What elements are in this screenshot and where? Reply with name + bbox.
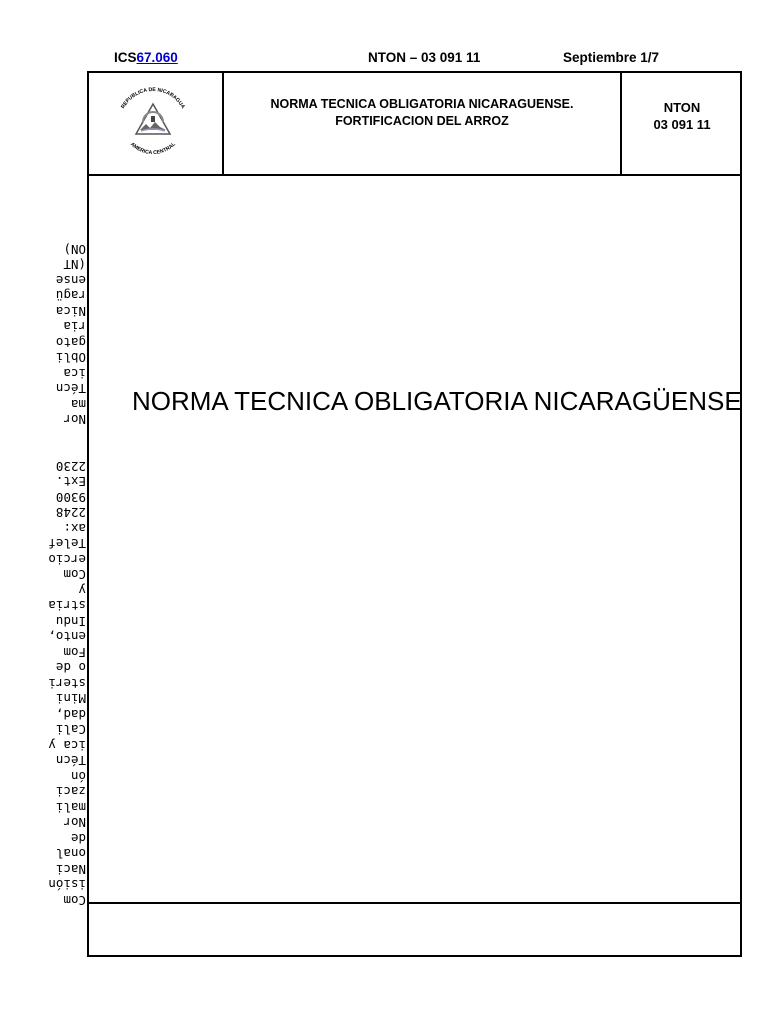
ics-code-link[interactable]: 67.060 (136, 50, 178, 65)
standard-title-line-1: NORMA TECNICA OBLIGATORIA NICARAGUENSE. (270, 97, 574, 111)
rotated-side-text: Com isión Naci onal de Nor mali zaci ón Técn ica y Cali dad, Mini steri o de Fom ento, Indu stria y Com ercio Telef ax: 2248 9300 Ext. 2230 Nor ma Técn ica Obli gato ria Nica ragü ense (NT ON) (48, 242, 86, 908)
footer-divider (87, 902, 742, 904)
svg-text:AMERICA CENTRAL (129, 141, 178, 156)
standard-code-line-2: 03 091 11 (653, 117, 711, 132)
standard-title-block (224, 96, 620, 130)
page-frame (87, 71, 742, 957)
standard-title-line-2: FORTIFICACION DEL ARROZ (335, 114, 509, 128)
standard-code-block (622, 99, 742, 133)
ics-label (114, 50, 178, 65)
header-divider (87, 174, 742, 176)
standard-code-line-1: NTON (663, 100, 701, 115)
header-doc-code: NTON – 03 091 11 (368, 50, 481, 65)
header-date-page: Septiembre 1/7 (563, 50, 660, 65)
ics-prefix: ICS (114, 50, 137, 65)
national-seal-icon (108, 80, 198, 160)
seal-top-text: REPUBLICA DE NICARAGUA (120, 86, 186, 110)
seal-bottom-text: AMERICA CENTRAL (129, 141, 177, 157)
main-title: NORMA TECNICA OBLIGATORIA NICARAGÜENSE (132, 386, 742, 416)
